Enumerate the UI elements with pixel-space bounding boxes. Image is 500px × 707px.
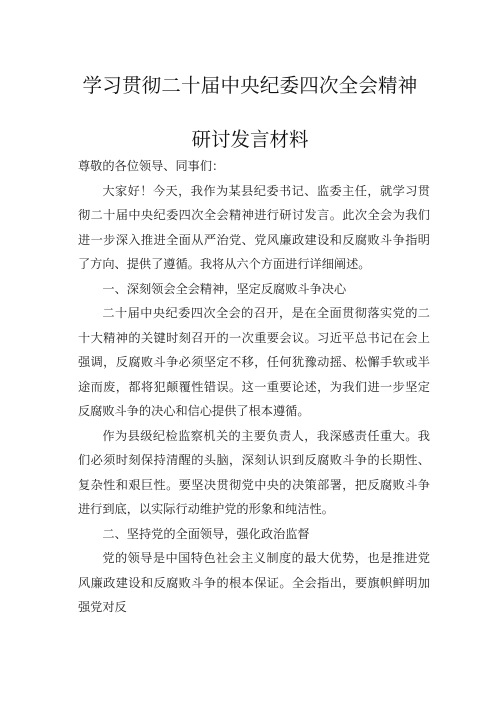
section-heading-1: 一、深刻领会全会精神，坚定反腐败斗争决心 [102, 281, 347, 296]
document-body [78, 154, 430, 620]
paragraph-section-1-a: 二十届中央纪委四次全会的召开，是在全面贯彻落实党的二十大精神的关键时刻召开的一次重要会议。习近平总书记在会上强调，反腐败斗争必须坚定不移，任何犹豫动摇、松懈手软或半途而废，都将犯颠覆性错误。这一重要论述，为我们进一步坚定反腐败斗争的决心和信心提供了根本遵循。 [78, 306, 430, 418]
document-title-line-2: 研讨发言材料 [191, 128, 309, 151]
paragraph-intro: 大家好！今天，我作为某县纪委书记、监委主任，就学习贯彻二十届中央纪委四次全会精神进行研讨发言。此次全会为我们进一步深入推进全面从严治党、党风廉政建设和反腐败斗争指明了方向、提供了遵循。我将从六个方面进行详细阐述。 [78, 183, 430, 271]
paragraph-section-2-a: 党的领导是中国特色社会主义制度的最大优势，也是推进党风廉政建设和反腐败斗争的根本保证。全会指出，要旗帜鲜明加强党对反 [78, 551, 430, 614]
salutation: 尊敬的各位领导、同事们： [78, 159, 225, 173]
document-title-line-1: 学习贯彻二十届中央纪委四次全会精神 [82, 74, 418, 97]
section-heading-2: 二、坚持党的全面领导，强化政治监督 [102, 526, 310, 541]
paragraph-section-1-b: 作为县级纪检监察机关的主要负责人，我深感责任重大。我们必须时刻保持清醒的头脑，深刻认识到反腐败斗争的长期性、复杂性和艰巨性。要坚决贯彻党中央的决策部署，把反腐败斗争进行到底，以实际行动维护党的形象和纯洁性。 [78, 428, 430, 516]
